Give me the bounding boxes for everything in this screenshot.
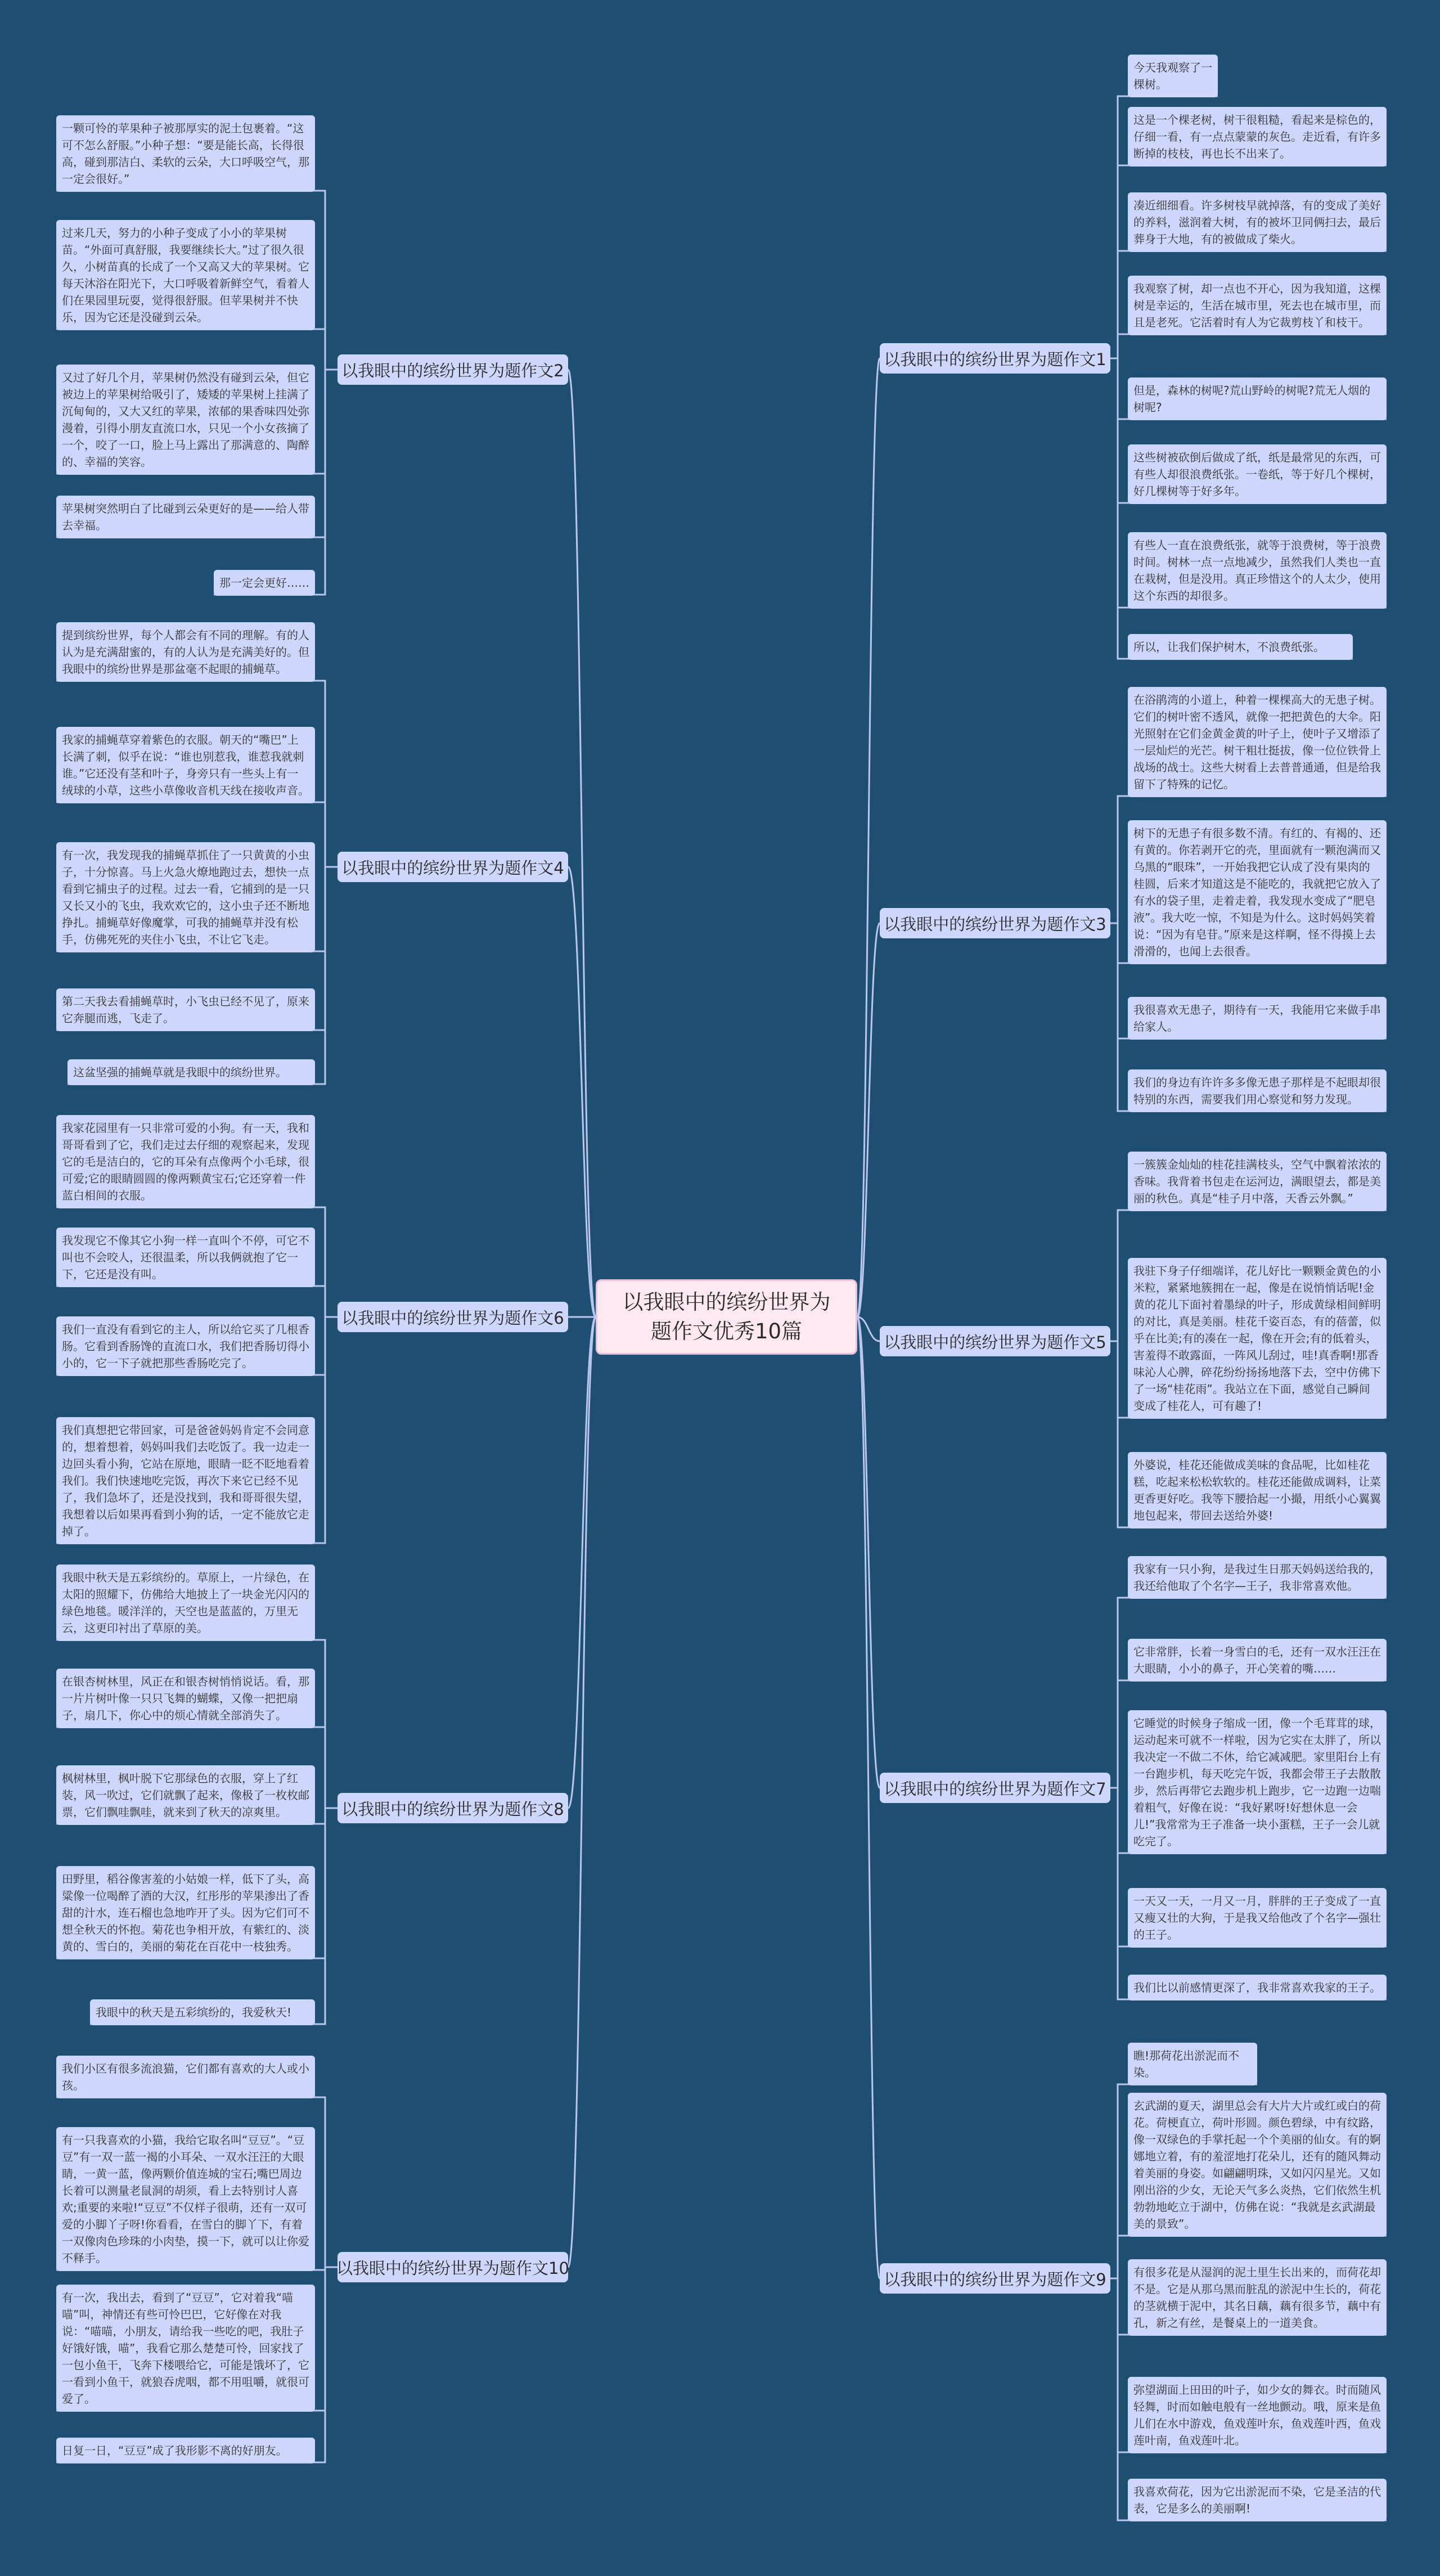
branch-topic-9[interactable] [880, 2263, 1110, 2294]
branch-label: 以我眼中的缤纷世界为题作文3 [884, 914, 1106, 934]
leaf-link-2-2 [56, 329, 338, 370]
leaf-text-1-2[interactable]: 这是一个棵老树，树干很粗糙，看起来是棕色的，仔细一看，有一点点蒙蒙的灰色。走近看，有许多断掉的枝枝，再也长不出来了。 [1128, 107, 1387, 167]
center-link-1 [857, 358, 880, 1317]
leaf-text-6-3[interactable]: 我们一直没有看到它的主人，所以给它买了几根香肠。它看到香肠馋的直流口水，我们把香肠切得小小的，它一下子就把那些香肠吃完了。 [56, 1316, 315, 1376]
branch-topic-5[interactable] [880, 1326, 1110, 1356]
leaf-text-8-5[interactable]: 我眼中的秋天是五彩缤纷的，我爱秋天! [90, 1999, 315, 2025]
leaf-text-1-3[interactable]: 凑近细细看。许多树枝早就掉落，有的变成了美好的养料，滋润着大树，有的被坏卫同俩扫去，最后葬身于大地，有的被做成了柴火。 [1128, 192, 1387, 252]
leaf-text-2-4[interactable]: 苹果树突然明白了比碰到云朵更好的是——给人带去幸福。 [56, 496, 315, 538]
leaf-text-1-7[interactable]: 有些人一直在浪费纸张，就等于浪费树，等于浪费时间。树林一点一点地减少，虽然我们人类也一直在栽树，但是没用。真正珍惜这个的人太少，使用这个东西的却很多。 [1128, 532, 1387, 609]
leaf-text-5-3[interactable]: 外婆说，桂花还能做成美味的食品呢，比如桂花糕，吃起来松松软软的。桂花还能做成调料，让菜更香更好吃。我等下腰拾起一小撮，用纸小心翼翼地包起来，带回去送给外婆! [1128, 1452, 1387, 1528]
leaf-text-8-1[interactable]: 我眼中秋天是五彩缤纷的。草原上，一片绿色，在太阳的照耀下，仿佛给大地披上了一块金光闪闪的绿色地毯。暖洋洋的，天空也是蓝蓝的，万里无云，这更印衬出了草原的美。 [56, 1565, 315, 1641]
leaf-text-3-1[interactable]: 在浴鹃湾的小道上，种着一棵棵高大的无患子树。它们的树叶密不透风，就像一把把黄色的大伞。阳光照射在它们金黄金黄的叶子上，使叶子又增添了一层灿烂的光芒。树干粗壮挺拔，像一位位铁骨上战场的战士。这些大树看上去普普通通，但是给我留下了特殊的记忆。 [1128, 687, 1387, 797]
leaf-text-4-1[interactable]: 提到缤纷世界，每个人都会有不同的理解。有的人认为是充满甜蜜的，有的人认为是充满美好的。但我眼中的缤纷世界是那盆毫不起眼的捕蝇草。 [56, 622, 315, 682]
branch-topic-2[interactable] [338, 354, 568, 385]
leaf-text-4-2[interactable]: 我家的捕蝇草穿着紫色的衣服。朝天的“嘴巴”上长满了刺，似乎在说：“谁也别惹我，谁惹我就刺谁。”它还没有茎和叶子，身旁只有一些头上有一绒球的小草，这些小草像收音机天线在接收声音。 [56, 727, 315, 803]
leaf-text-7-4[interactable]: 一天又一天，一月又一月，胖胖的王子变成了一直又瘦又壮的大狗，于是我又给他改了个名字—强壮的王子。 [1128, 1888, 1387, 1948]
leaf-link-1-4 [1110, 334, 1387, 358]
leaf-text-7-5[interactable]: 我们比以前感情更深了，我非常喜欢我家的王子。 [1128, 1975, 1387, 2000]
leaf-text-6-2[interactable]: 我发现它不像其它小狗一样一直叫个不停，可它不叫也不会咬人，还很温柔，所以我俩就抱了它一下，它还是没有叫。 [56, 1228, 315, 1287]
leaf-text-7-1[interactable]: 我家有一只小狗，是我过生日那天妈妈送给我的，我还给他取了个名字—王子，我非常喜欢他。 [1128, 1556, 1387, 1599]
central-topic-title: 以我眼中的缤纷世界为题作文优秀10篇 [622, 1290, 831, 1343]
branch-topic-3[interactable] [880, 908, 1110, 938]
branch-topic-4[interactable] [338, 852, 568, 882]
center-link-7 [857, 1317, 880, 1788]
leaf-text-4-3[interactable]: 有一次，我发现我的捕蝇草抓住了一只黄黄的小虫子，十分惊喜。马上火急火燎地跑过去，想快一点看到它捕虫子的过程。过去一看，它捕到的是一只又长又小的飞虫，我欢欢它的，这小虫子还不断地挣扎。捕蝇草好像魔掌，可我的捕蝇草并没有松手，仿佛死死的夹住小飞虫，不让它飞走。 [56, 842, 315, 952]
leaf-text-8-2[interactable]: 在银杏树林里，风正在和银杏树悄悄说话。看，那一片片树叶像一只只飞舞的蝴蝶，又像一把把扇子，扇几下，你心中的烦心情就全部消失了。 [56, 1669, 315, 1728]
leaf-text-5-2[interactable]: 我驻下身子仔细端详，花儿好比一颗颗金黄色的小米粒，紧紧地簇拥在一起，像是在说悄悄话呢!金黄的花儿下面衬着墨绿的叶子，形成黄绿相间鲜明的对比，真是美丽。桂花千姿百态，有的蓓蕾，似乎在比美;有的凑在一起，像在开会;有的低着头，害羞得不敢露面，一阵风儿刮过，哇!真香啊!那香味沁人心脾，碎花纷纷扬扬地落下去，空中仿佛下了一场“桂花雨”。我站立在下面，感觉自己瞬间变成了桂花人，可有趣了! [1128, 1258, 1387, 1419]
branch-topic-8[interactable] [338, 1793, 568, 1823]
center-link-3 [857, 923, 880, 1317]
leaf-text-3-4[interactable]: 我们的身边有许许多多像无患子那样是不起眼却很特别的东西，需要我们用心察觉和努力发现。 [1128, 1069, 1387, 1112]
leaf-text-9-4[interactable]: 弥望湖面上田田的叶子，如少女的舞衣。时而随风轻舞，时而如触电般有一丝地颤动。哦，原来是鱼儿们在水中游戏，鱼戏莲叶东，鱼戏莲叶西，鱼戏莲叶南，鱼戏莲叶北。 [1128, 2377, 1387, 2453]
center-link-9 [857, 1317, 880, 2278]
leaf-text-8-3[interactable]: 枫树林里，枫叶脱下它那绿色的衣服，穿上了红装，风一吹过，它们就飘了起来，像极了一枚枚邮票，它们飘哇飘哇，就来到了秋天的凉爽里。 [56, 1765, 315, 1825]
center-link-2 [568, 370, 596, 1317]
branch-topic-10[interactable] [338, 2252, 568, 2282]
branch-topic-7[interactable] [880, 1773, 1110, 1803]
leaf-text-10-1[interactable]: 我们小区有很多流浪猫，它们都有喜欢的大人或小孩。 [56, 2056, 315, 2098]
leaf-text-2-5[interactable]: 那一定会更好…… [214, 570, 315, 596]
leaf-text-1-1[interactable]: 今天我观察了一棵树。 [1128, 55, 1218, 97]
branch-topic-6[interactable] [338, 1302, 568, 1332]
leaf-text-9-1[interactable]: 瞧!那荷花出淤泥而不染。 [1128, 2043, 1257, 2085]
branch-label: 以我眼中的缤纷世界为题作文4 [341, 858, 564, 878]
leaf-text-1-4[interactable]: 我观察了树，却一点也不开心，因为我知道，这棵树是幸运的，生活在城市里，死去也在城市里，而且是老死。它活着时有人为它裁剪枝丫和枝干。 [1128, 276, 1387, 335]
center-link-8 [568, 1317, 596, 1808]
leaf-text-10-2[interactable]: 有一只我喜欢的小猫，我给它取名叫“豆豆”。“豆豆”有一双一蓝一褐的小耳朵、一双水汪汪的大眼睛，一黄一蓝，像两颗价值连城的宝石;嘴巴周边长着可以测量老鼠洞的胡须，看上去特别讨人喜欢;重要的来啦!“豆豆”不仅样子很萌，还有一双可爱的小脚丫子呀!你看看，在雪白的脚丫下，有着一双像肉色珍珠的小肉垫，摸一下，就可以让你爱不释手。 [56, 2127, 315, 2271]
leaf-text-8-4[interactable]: 田野里，稻谷像害羞的小姑娘一样，低下了头，高粱像一位喝醉了酒的大汉，红彤彤的苹果渗出了香甜的汁水，连石榴也急地咋开了头。因为它们可不想全秋天的怀抱。菊花也争相开放，有紫红的、淡黄的、雪白的，美丽的菊花在百花中一枝独秀。 [56, 1866, 315, 1959]
leaf-text-9-3[interactable]: 有很多花是从湿润的泥土里生长出来的，而荷花却不是。它是从那乌黑而脏乱的淤泥中生长的，荷花的茎就横于泥中，其名日藕，藕有很多节，藕中有孔，新之有丝，是餐桌上的一道美食。 [1128, 2259, 1387, 2336]
leaf-text-4-4[interactable]: 第二天我去看捕蝇草时，小飞虫已经不见了，原来它奔腿而逃，飞走了。 [56, 988, 315, 1031]
leaf-text-3-3[interactable]: 我很喜欢无患子，期待有一天，我能用它来做手串给家人。 [1128, 997, 1387, 1040]
leaf-text-3-2[interactable]: 树下的无患子有很多数不清。有红的、有褐的、还有黄的。你若剥开它的壳，里面就有一颗泡满而又乌黑的“眼珠”，一开始我把它认成了没有果肉的桂圆，后来才知道这是不能吃的，我就把它放入了有水的袋子里，走着走着，我发现水变成了“肥皂液”。我大吃一惊，不知是为什么。这时妈妈笑着说：“因为有皂苷。”原来是这样啊，怪不得摸上去滑滑的，也闻上去很香。 [1128, 820, 1387, 964]
branch-label: 以我眼中的缤纷世界为题作文10 [336, 2258, 569, 2278]
leaf-text-1-8[interactable]: 所以，让我们保护树木，不浪费纸张。 [1128, 634, 1353, 660]
leaf-link-6-2 [56, 1286, 338, 1317]
leaf-text-6-1[interactable]: 我家花园里有一只非常可爱的小狗。有一天，我和哥哥看到了它，我们走过去仔细的观察起来，发现它的毛是洁白的，它的耳朵有点像两个小毛球，很可爱;它的眼睛圆圆的像两颗黄宝石;它还穿着一件蓝白相间的衣服。 [56, 1115, 315, 1208]
branch-topic-1[interactable] [880, 343, 1110, 374]
leaf-text-7-3[interactable]: 它睡觉的时候身子缩成一团，像一个毛茸茸的球，运动起来可就不一样啦，因为它实在太胖了，所以我决定一不做二不休，给它减减肥。家里阳台上有一台跑步机，每天吃完午饭，我都会带王子去散散步，然后再带它去跑步机上跑步，它一边跑一边喘着粗气，好像在说：“我好累呀!好想休息一会儿!”我常常为王子准备一块小蛋糕，王子一会儿就吃完了。 [1128, 1710, 1387, 1854]
leaf-text-6-4[interactable]: 我们真想把它带回家，可是爸爸妈妈肯定不会同意的，想着想着，妈妈叫我们去吃饭了。我一边走一边回头看小狗，它站在原地，眼睛一眨不眨地看着我们。我们快速地吃完饭，再次下来它已经不见了，我们急坏了，还是没找到，我和哥哥很失望，我想着以后如果再看到小狗的话，一定不能放它走掉了。 [56, 1417, 315, 1544]
leaf-text-2-2[interactable]: 过来几天，努力的小种子变成了小小的苹果树苗。“外面可真舒服，我要继续长大。”过了很久很久，小树苗真的长成了一个又高又大的苹果树。它每天沐浴在阳光下，大口呼吸着新鲜空气，看着人们在果园里玩耍，觉得很舒服。但苹果树并不快乐，因为它还是没碰到云朵。 [56, 220, 315, 330]
leaf-text-2-3[interactable]: 又过了好几个月，苹果树仍然没有碰到云朵，但它被边上的苹果树给吸引了，矮矮的苹果树上挂满了沉甸甸的，又大又红的苹果，浓郁的果香味四处弥漫着，引得小朋友直流口水，只见一个小女孩摘了一个，咬了一口，脸上马上露出了那满意的、陶醉的、幸福的笑容。 [56, 365, 315, 475]
branch-label: 以我眼中的缤纷世界为题作文5 [884, 1332, 1106, 1352]
leaf-text-10-4[interactable]: 日复一日，“豆豆”成了我形影不离的好朋友。 [56, 2438, 315, 2463]
branch-label: 以我眼中的缤纷世界为题作文8 [341, 1799, 564, 1819]
leaf-text-9-2[interactable]: 玄武湖的夏天，湖里总会有大片大片或红或白的荷花。荷梗直立，荷叶形圆。颜色碧绿，中有纹路，像一双绿色的手掌托起一个个美丽的仙女。有的婀娜地立着，有的羞涩地打花朵儿，还有的随风舞动着美丽的身姿。如翩翩明珠，又如闪闪星光。又如刚出浴的少女，无论天气多么炎热，它们依然生机勃勃地屹立于湖中，仿佛在说：“我就是玄武湖最美的景致”。 [1128, 2093, 1387, 2237]
leaf-text-5-1[interactable]: 一簇簇金灿灿的桂花挂满枝头，空气中飘着浓浓的香味。我背着书包走在运河边，满眼望去，都是美丽的秋色。真是“桂子月中落，天香云外飘。” [1128, 1152, 1387, 1211]
leaf-text-1-6[interactable]: 这些树被砍倒后做成了纸，纸是最常见的东西，可有些人却很浪费纸张。一卷纸，等于好几个棵树，好几棵树等于好多年。 [1128, 444, 1387, 504]
leaf-text-10-3[interactable]: 有一次，我出去，看到了“豆豆”，它对着我“喵喵”叫，神情还有些可怜巴巴，它好像在对我说：“喵喵，小朋友，请给我一些吃的吧，我肚子好饿好饿，喵”，我看它那么楚楚可怜，回家找了一包小鱼干，飞奔下楼喂给它，可能是饿坏了，它一看到小鱼干，就狼吞虎咽，都不用咀嚼，就很可爱了。 [56, 2285, 315, 2412]
branch-label: 以我眼中的缤纷世界为题作文6 [341, 1308, 564, 1328]
branch-label: 以我眼中的缤纷世界为题作文2 [341, 361, 564, 380]
leaf-text-4-5[interactable]: 这盆坚强的捕蝇草就是我眼中的缤纷世界。 [68, 1059, 315, 1085]
leaf-text-2-1[interactable]: 一颗可怜的苹果种子被那厚实的泥土包裹着。“这可不怎么舒服。”小种子想：“要是能长高，长得很高，碰到那洁白、柔软的云朵，大口呼吸空气，那一定会很好。” [56, 115, 315, 192]
leaf-text-1-5[interactable]: 但是，森林的树呢?荒山野岭的树呢?荒无人烟的树呢? [1128, 377, 1387, 420]
leaf-text-9-5[interactable]: 我喜欢荷花，因为它出淤泥而不染，它是圣洁的代表，它是多么的美丽啊! [1128, 2479, 1387, 2521]
branch-label: 以我眼中的缤纷世界为题作文7 [884, 1779, 1106, 1799]
center-link-4 [568, 867, 596, 1317]
leaf-text-7-2[interactable]: 它非常胖，长着一身雪白的毛，还有一双水汪汪在大眼睛，小小的鼻子，开心笑着的嘴…… [1128, 1639, 1387, 1682]
central-topic[interactable] [596, 1279, 857, 1355]
branch-label: 以我眼中的缤纷世界为题作文1 [884, 349, 1106, 369]
branch-label: 以我眼中的缤纷世界为题作文9 [884, 2269, 1106, 2289]
